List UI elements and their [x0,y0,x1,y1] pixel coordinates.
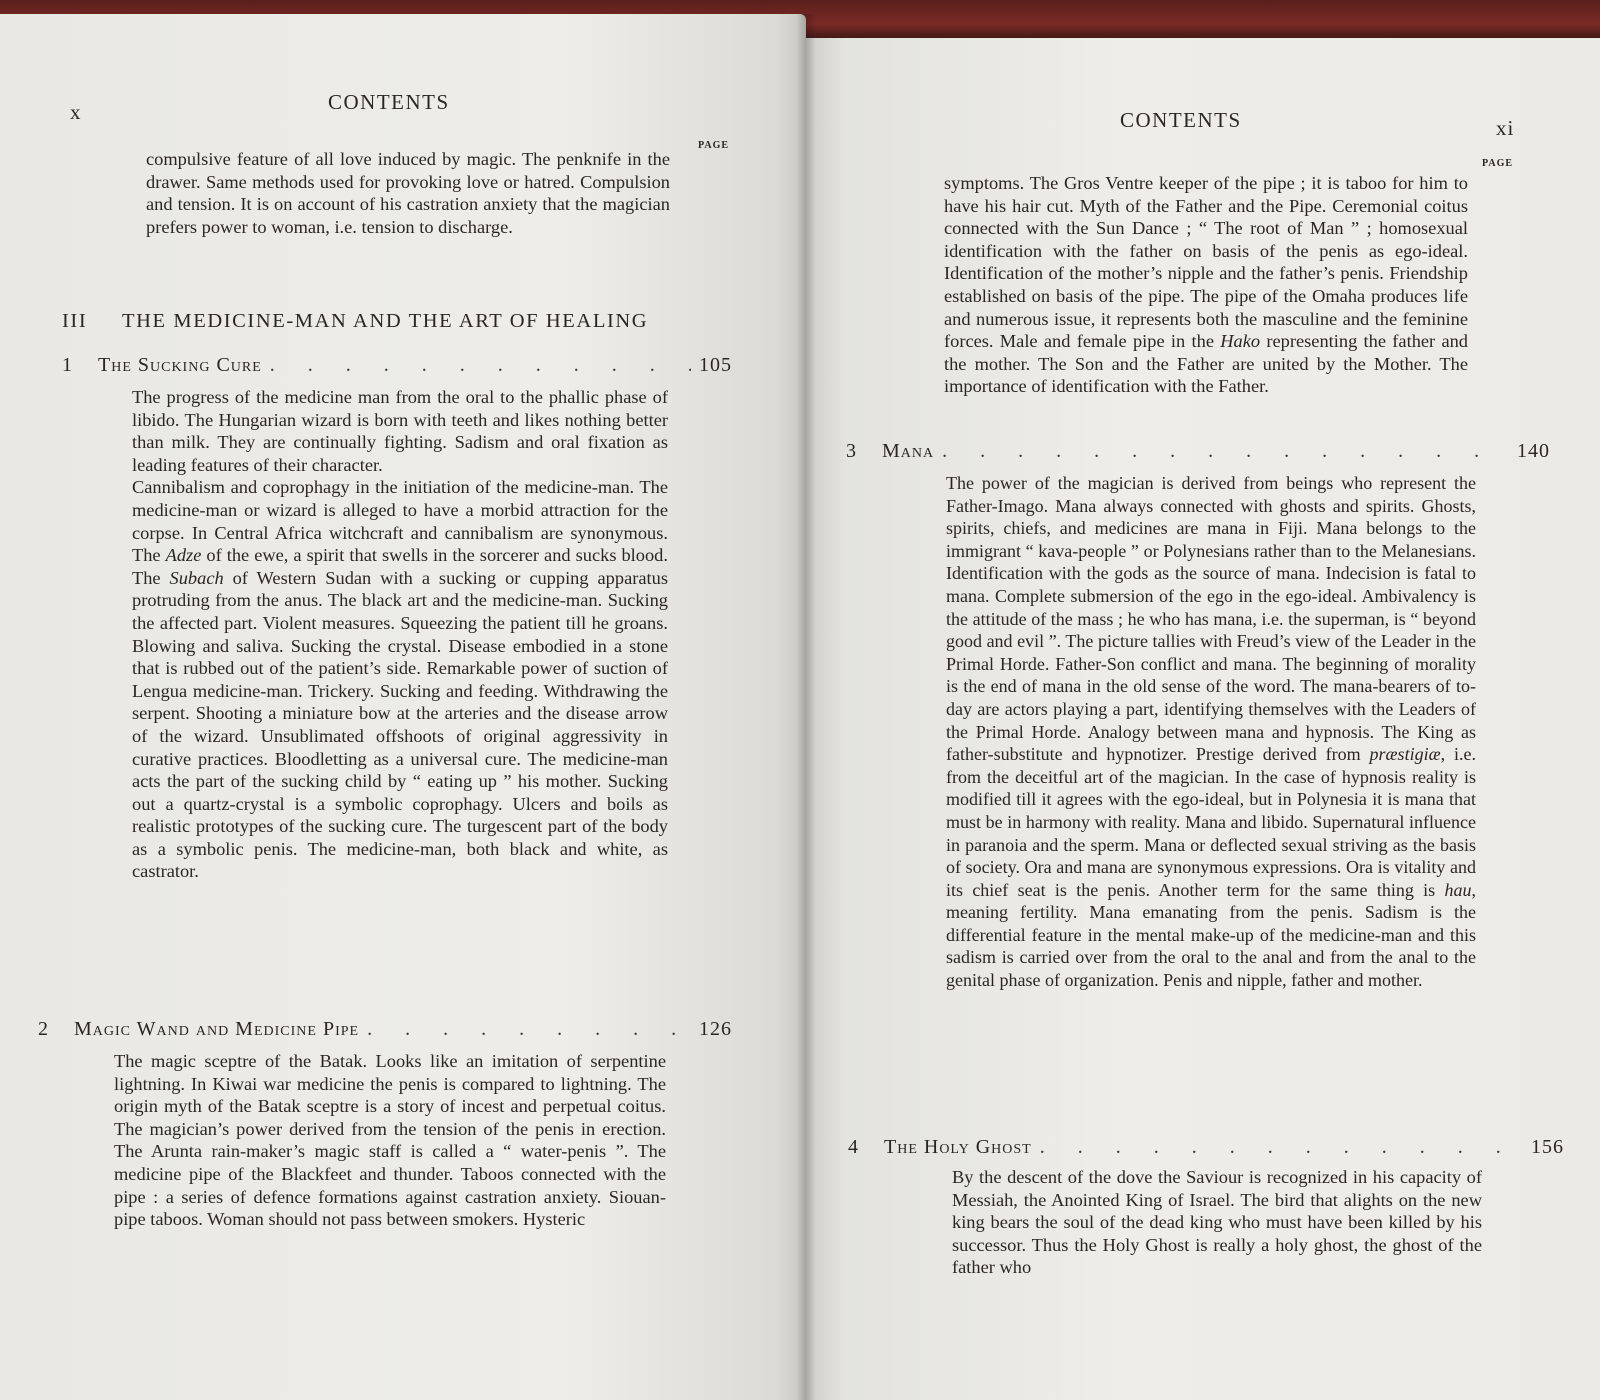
right-page [806,38,1600,1400]
summary-paragraph: The progress of the medicine man from the oral to the phallic phase of libido. The Hungarian wizard is born with teeth and likes nothing better than milk. They are continually fighting. Sadism and oral fixation as leading features of their character. [132,387,668,475]
entry-page: 105 [699,354,732,376]
italic-term: Subach [169,567,224,588]
entry-title: The Sucking Cure [98,354,262,376]
entry-summary: The power of the magician is derived from beings who represent the Father-Imago. Mana always connected with ghosts and spirits. Ghosts, spirits, chiefs, and medicines are mana in Fiji. Mana belongs to the immigrant “ kava-people ” or Polynesians rather than to the Melanesians. Identification with the gods as the source of mana. Indecision is fatal to mana. Complete submersion of the ego in the ego-ideal. Ambivalency is the attitude of the mass ; he who has mana, i.e. the superman, is “ beyond good and evil ”. The picture tallies with Freud’s view of the Leader in the Primal Horde. Father-Son conflict and mana. The beginning of morality is the end of mana in the old sense of the word. The mana-bearers of to-day are actors playing a part, identifying themselves with the Leaders of the Primal Horde. Analogy between mana and hypnosis. The King as father-substitute and hypnotizer. Prestige derived from præstigiæ, i.e. from the deceitful art of the magician. In the case of hypnosis reality is modified till it agrees with the ego-ideal, but in Polynesia it is mana that must be in harmony with reality. Mana and libido. Supernatural influence in paranoia and the sperm. Mana or deflected sexual striving as the basis of society. Ora and mana are synonymous expressions. Ora is vitality and its chief seat is the penis. Another term for the same thing is hau, meaning fertility. Mana emanating from the penis. Sadism is the differential feature in the mental make-up of the medicine-man and this sadism is carried over from the oral to the anal and from the anal to the genital phase of organization. Penis and nipple, father and mother. [946,473,1476,991]
left-running-head: CONTENTS [328,90,450,114]
left-page-label: PAGE [698,140,730,151]
dot-leader [1040,1136,1523,1159]
entry-number: 3 [846,440,856,462]
right-carryover-text: symptoms. The Gros Ventre keeper of the pipe ; it is taboo for him to have his hair cut. Myth of the Father and the Pipe. Ceremonial coitus connected with the Sun Dance ; “ The root of Man ” ; homosexual identification with the father on basis of the penis as ego-ideal. Identification of the mother’s nipple and the father’s penis. Friendship established on basis of the pipe. The pipe of the Omaha produces life and numerous issue, it represents both the masculine and the feminine forces. Male and female pipe in the Hako representing the father and the mother. The Son and the Father are united by the Mother. The importance of identification with the Father. [944,173,1469,397]
right-running-head: CONTENTS [1120,108,1242,132]
entry-number: 1 [62,354,72,376]
dot-leader [367,1018,691,1041]
left-page [0,14,806,1400]
entry-page: 126 [699,1018,732,1040]
part-number: III [62,310,88,332]
entry-page: 156 [1531,1136,1564,1158]
left-folio: x [70,100,82,124]
right-page-label: PAGE [1482,158,1514,169]
entry-summary: The magic sceptre of the Batak. Looks like an imitation of serpentine lightning. In Kiwai war medicine the penis is compared to lightning. The origin myth of the Batak sceptre is a story of incest and perpetual coitus. The magician’s power derived from the tension of the penis in erection. The Arunta rain-maker’s magic staff is called a “ water-penis ”. The medicine pipe of the Blackfeet and thunder. Taboos connected with the pipe : a series of defence formations against castration anxiety. Siouan-pipe taboos. Woman should not pass between smokers. Hysteric [114,1051,666,1230]
summary-paragraph: Cannibalism and coprophagy in the initiation of the medicine-man. The medicine-man or wizard is alleged to have a morbid attraction for the corpse. In Central Africa witchcraft and cannibalism are synonymous. The Adze of the ewe, a spirit that swells in the sorcerer and sucks blood. The Subach of Western Sudan with a sucking or cupping apparatus protruding from the anus. The black art and the medicine-man. Sucking the affected part. Violent measures. Squeezing the patient till he groans. Blowing and saliva. Sucking the crystal. Disease embodied in a stone that is rubbed out of the patient’s side. Remarkable power of suction of Lengua medicine-man. Trickery. Sucking and feeding. Withdrawing the serpent. Shooting a miniature bow at the arteries and the disease arrow of the wizard. Unsublimated offshoots of original aggressivity in curative practices. Bloodletting as a universal cure. The medicine-man acts the part of the sucking child by “ eating up ” his mother. Sucking out a quartz-crystal is a symbolic coprophagy. Ulcers and boils as realistic prototypes of the sucking cure. The turgescent part of the body as a symbolic penis. The medicine-man, both black and white, as castrator. [132,477,668,882]
toc-entry-mana[interactable] [846,440,1550,463]
dot-leader [270,354,691,377]
right-folio: xi [1496,116,1515,140]
italic-term: præstigiæ [1369,744,1441,765]
left-carryover-text: compulsive feature of all love induced by magic. The penknife in the drawer. Same methods used for provoking love or hatred. Compulsion and tension. It is on account of his castration anxiety that the magician prefers power to woman, i.e. tension to discharge. [146,149,670,237]
entry-summary [132,386,668,883]
entry-number: 4 [848,1136,858,1158]
entry-title: Mana [882,440,935,462]
part-title: THE MEDICINE-MAN AND THE ART OF HEALING [122,310,649,332]
book-gutter [796,14,816,1400]
part-heading [62,310,648,333]
italic-term: hau [1444,879,1472,900]
entry-title: Magic Wand and Medicine Pipe [74,1018,360,1040]
toc-entry-holy-ghost[interactable] [848,1136,1564,1159]
toc-entry-sucking-cure[interactable] [62,354,732,377]
entry-number: 2 [38,1018,48,1040]
entry-summary: By the descent of the dove the Saviour is recognized in his capacity of Messiah, the Anointed King of Israel. The bird that alights on the new king bears the soul of the dead king who must have been killed by his successor. Thus the Holy Ghost is really a holy ghost, the ghost of the father who [952,1167,1482,1278]
italic-term: Hako [1220,331,1261,352]
italic-term: Adze [165,545,202,566]
entry-page: 140 [1517,440,1550,462]
toc-entry-magic-wand[interactable] [38,1018,732,1041]
dot-leader [942,440,1509,463]
entry-title: The Holy Ghost [884,1136,1032,1158]
